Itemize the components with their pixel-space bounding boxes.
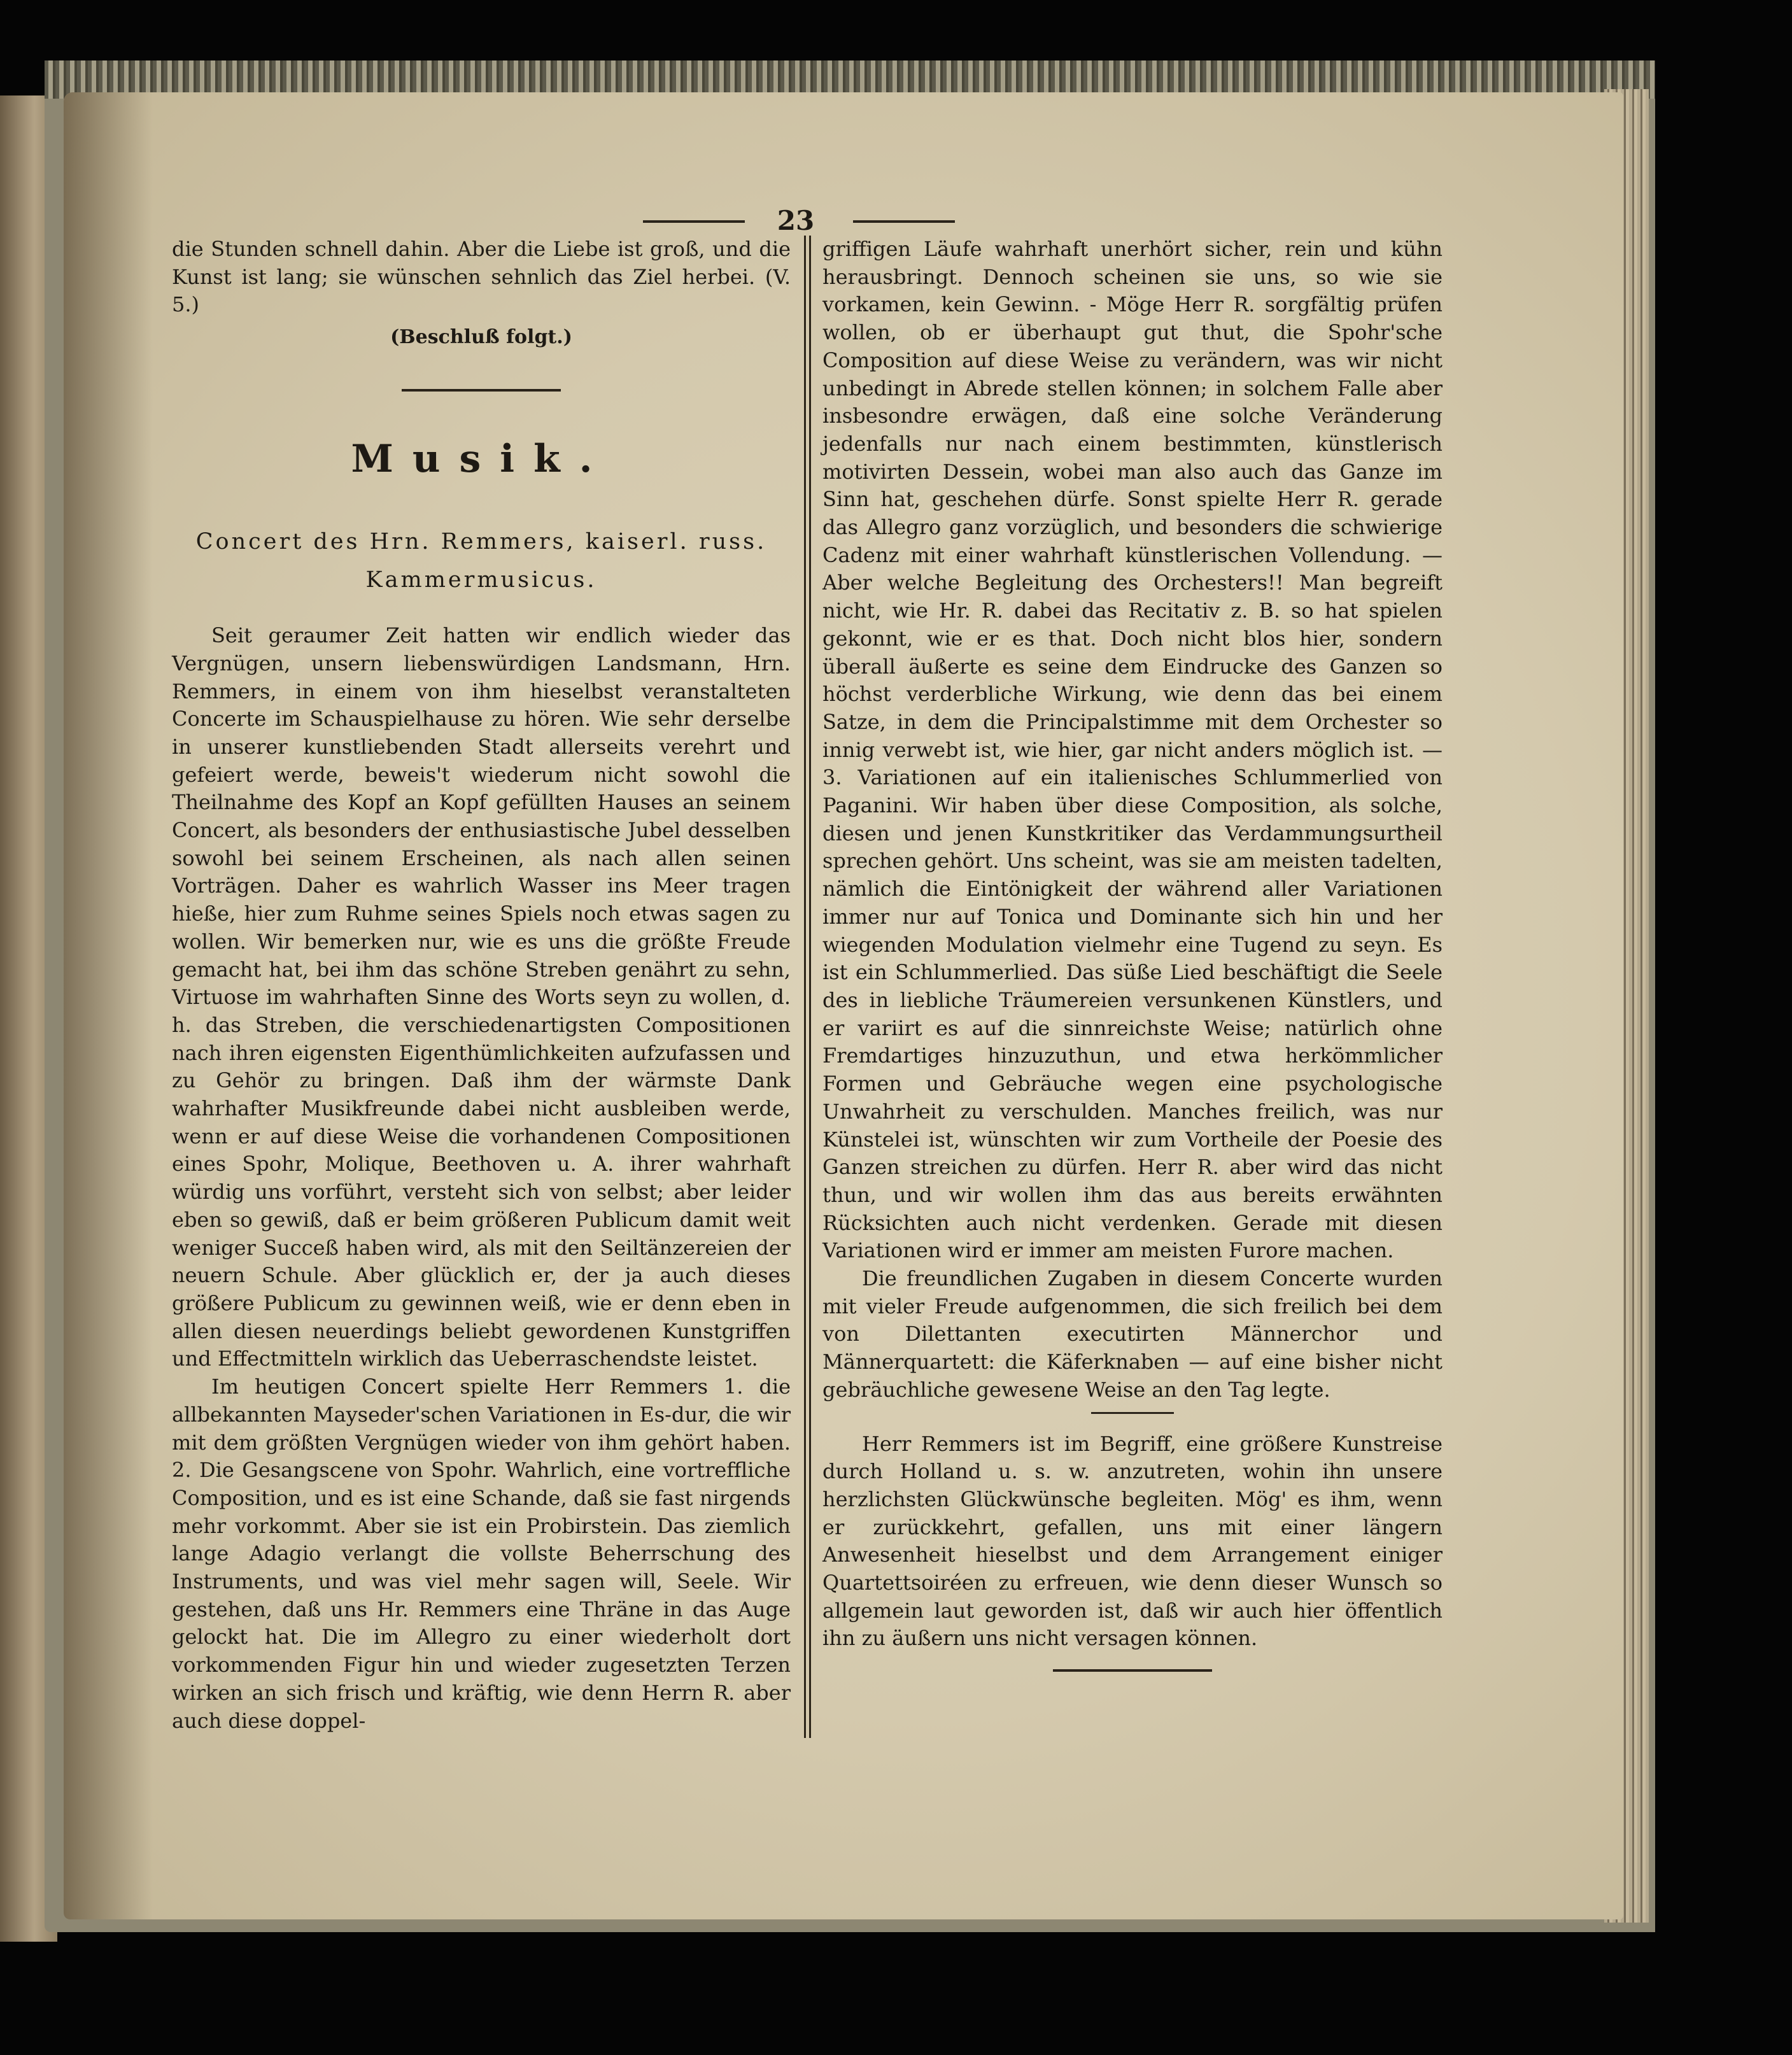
article-title [172,523,791,599]
article-title-line-2: Kammermusicus. [365,567,597,593]
article-title-line-1: Concert des Hrn. Remmers, kaiserl. russ. [195,529,767,555]
article-gap [172,599,791,622]
article-paragraph: Im heutigen Concert spielte Herr Remmers 1. die allbekannten Mayseder'schen Variationen in Es-dur, die wir mit dem größten Vergnügen wieder von ihm gehört haben. 2. Die Gesangscene von Spohr. Wahrlich, eine vortreffliche Composition, und es ist eine Schande, daß sie fast nirgends mehr vorkommt. Aber sie ist ein Probirstein. Das ziemlich lange Adagio verlangt die vollste Beherrschung des Instruments, und was viel mehr sagen will, Seele. Wir gestehen, daß uns Hr. Remmers eine Thräne in das Auge gelockt hat. Die im Allegro zu einer wiederholt dort vorkommenden Figur hin und wieder zugesetzten Terzen wirken an sich frisch und kräftig, wie denn Herrn R. aber auch diese doppel- [172,1374,791,1733]
right-column [822,236,1443,1672]
page-number: 23 [777,205,815,236]
page-header [637,205,955,237]
article-paragraph: griffigen Läufe wahrhaft unerhört sicher, rein und kühn herausbringt. Dennoch scheinen sie uns, so wie sie vorkamen, kein Gewinn. - Möge Herr R. sorgfältig prüfen wollen, ob er überhaupt gut thut, die Spohr'sche Composition auf diese Weise zu verändern, was wir nicht unbedingt in Abrede stellen können; in solchem Falle aber insbesondre erwägen, daß eine solche Veränderung jedenfalls nur nach einem bestimmten, künstlerisch motivirten Dessein, wobei man also auch das Ganze im Sinn hat, geschehen dürfe. Sonst spielte Herr R. gerade das Allegro ganz vorzüglich, und besonders die schwierige Cadenz mit einer wahrhaft künstlerischen Vollendung. — Aber welche Begleitung des Orchesters!! Man begreift nicht, wie Hr. R. dabei das Recitativ z. B. so hat spielen gekonnt, wie er es that. Doch nicht blos hier, sondern überall äußerte es seine dem Eindrucke des Ganzen so höchst verderbliche Wirkung, wie denn das bei einem Satze, in dem die Principalstimme mit dem Orchester so innig verwebt ist, wie hier, gar nicht anders möglich ist. — 3. Variationen auf ein italienisches Schlummerlied von Paganini. Wir haben über diese Composition, als solche, diesen und jenen Kunstkritiker das Verdammungsurtheil sprechen gehört. Uns scheint, was sie am meisten tadelten, nämlich die Eintönigkeit der während aller Variationen immer nur auf Tonica und Dominante sich hin und her wiegenden Modulation vielmehr eine Tugend zu seyn. Es ist ein Schlummerlied. Das süße Lied beschäftigt die Seele des in liebliche Träumereien versunkenen Künstlers, und er variirt es auf die sinnreichste Weise; natürlich ohne Fremdartiges hinzuzuthun, und etwa herkömmlicher Formen und Gebräuche wegen eine psychologische Unwahrheit zu verschulden. Manches freilich, was nur Künstelei ist, wünschten wir zum Vortheile der Poesie des Ganzen streichen zu dürfen. Herr R. aber wird das nicht thun, und wir wollen ihm das aus bereits erwähnten Rücksichten auch nicht verdenken. Gerade mit diesen Variationen wird er immer am meisten Furore machen. [822,237,1443,1263]
header-rule-left [643,220,745,223]
conclusion-note: (Beschluß folgt.) [390,326,572,349]
article-paragraph: Herr Remmers ist im Begriff, eine größere Kunstreise durch Holland u. s. w. anzutreten, wohin ihn unsere herzlichsten Glückwünsche begleiten. Mög' es ihm, wenn er zurückkehrt, gefallen, uns mit einer längern Anwesenheit hieselbst und dem Arrangement einiger Quartettsoiréen zu erfreuen, wie denn dieser Wunsch so allgemein laut geworden ist, daß wir auch hier öffentlich ihn zu äußern uns nicht versagen können. [822,1431,1443,1651]
header-rule-right [853,220,955,223]
end-rule [1053,1669,1212,1672]
column-divider [804,236,806,1738]
left-column [172,236,791,1735]
article-paragraph: Seit geraumer Zeit hatten wir endlich wieder das Vergnügen, unsern liebenswürdigen Landsmann, Hrn. Remmers, in einem von ihm hieselbst veranstalteten Concerte im Schauspielhause zu hören. Wie sehr derselbe in unserer kunstliebenden Stadt allerseits verehrt und gefeiert werde, beweis't wiederum nicht sowohl die Theilnahme des Kopf an Kopf gefüllten Hauses an seinem Concert, als besonders der enthusiastische Jubel desselben sowohl bei seinem Erscheinen, als nach allen seinen Vorträgen. Daher es wahrlich Wasser ins Meer tragen hieße, hier zum Ruhme seines Spiels noch etwas sagen zu wollen. Wir bemerken nur, wie es uns die größte Freude gemacht hat, bei ihm das schöne Streben genährt zu sehn, Virtuose im wahrhaften Sinne des Worts seyn zu wollen, d. h. das Streben, die verschiedenartigsten Compositionen nach ihren eigensten Eigenthümlichkeiten aufzufassen und zu Gehör zu bringen. Daß ihm der wärmste Dank wahrhafter Musikfreunde dabei nicht ausbleiben werde, wenn er auf diese Weise die vorhandenen Compositionen eines Spohr, Molique, Beethoven u. A. ihrer wahrhaft würdig uns vorführt, versteht sich von selbst; aber leider eben so gewiß, daß er beim größeren Publicum damit weit weniger Succeß haben wird, als mit den Seiltänzereien der neuern Schule. Aber glücklich er, der ja auch dieses größere Publicum zu gewinnen weiß, wie er denn eben in allen diesen neuerdings beliebt gewordenen Kunstgriffen und Effectmitteln wirklich das Ueberraschendste leistet. [172,623,791,1371]
section-heading: Musik. [351,437,612,482]
continued-text: die Stunden schnell dahin. Aber die Liebe ist groß, und die Kunst ist lang; sie wünschen sehnlich das Ziel herbei. (V. 5.) [172,237,791,317]
gutter-shadow [64,92,153,1919]
paragraph-rule [1091,1412,1174,1414]
article-paragraph: Die freundlichen Zugaben in diesem Concerte wurden mit vieler Freude aufgenommen, die sich freilich bei dem von Dilettanten executirten Männerchor und Männerquartett: die Käferknaben — auf eine bisher nicht gebräuchliche gewesene Weise an den Tag legte. [822,1266,1443,1402]
section-rule [402,389,561,392]
column-divider-second-line [809,236,811,1738]
